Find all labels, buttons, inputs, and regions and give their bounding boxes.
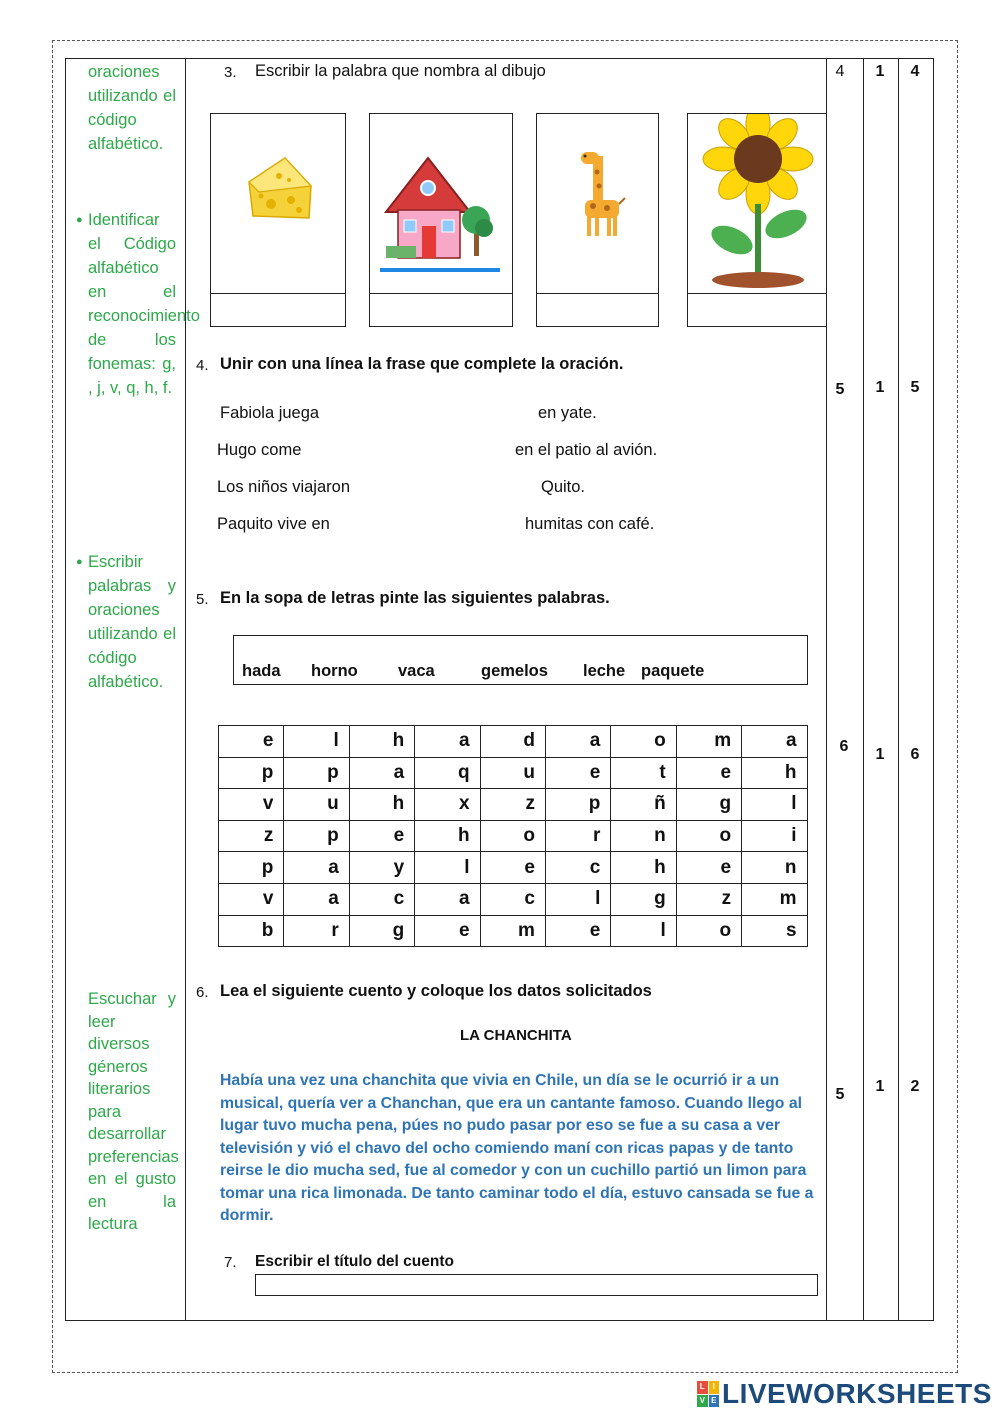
- grid-cell[interactable]: a: [545, 726, 610, 758]
- grid-cell[interactable]: v: [219, 789, 284, 821]
- grid-row: [219, 915, 808, 947]
- grid-cell[interactable]: p: [219, 757, 284, 789]
- objective-text-4: Escuchar y leer diversos géneros literarios para desarrollar preferencias en el gusto en la lectura: [88, 990, 179, 1233]
- grid-row: [219, 883, 808, 915]
- answer-field[interactable]: [370, 293, 512, 326]
- grid-cell[interactable]: n: [742, 852, 807, 884]
- question-3-text: Escribir la palabra que nombra al dibujo: [255, 62, 546, 80]
- grid-cell[interactable]: h: [349, 789, 414, 821]
- column-divider: [863, 58, 864, 1321]
- word-item: vaca: [398, 662, 435, 680]
- picture-card-giraffe: [536, 113, 659, 327]
- score-cell: 4: [835, 63, 845, 80]
- grid-cell[interactable]: s: [742, 915, 807, 947]
- logo-letter: V: [697, 1395, 708, 1408]
- word-list-box: [233, 635, 808, 685]
- objective-text-3: ● Escribir palabras y oraciones utilizando el código alfabético.: [88, 550, 176, 694]
- grid-cell[interactable]: a: [415, 883, 480, 915]
- sentence-start[interactable]: Paquito vive en: [217, 515, 330, 533]
- grid-cell[interactable]: o: [676, 915, 741, 947]
- grid-cell[interactable]: e: [676, 757, 741, 789]
- sentence-end[interactable]: en yate.: [538, 404, 597, 422]
- picture-card-house: [369, 113, 513, 327]
- grid-cell[interactable]: a: [284, 852, 349, 884]
- objective-text-2: ● Identificar el Código alfabético en el reconocimiento de los fonemas: g, , j, v, q, h, f.: [88, 208, 176, 400]
- sentence-end[interactable]: en el patio al avión.: [515, 441, 658, 459]
- question-number: 7.: [224, 1254, 237, 1271]
- question-number: 3.: [224, 64, 237, 81]
- score-cell: 5: [835, 1086, 845, 1103]
- answer-field[interactable]: [537, 293, 658, 326]
- question-number: 4.: [196, 357, 209, 374]
- grid-cell[interactable]: q: [415, 757, 480, 789]
- answer-field[interactable]: [688, 293, 826, 326]
- question-4-text: Unir con una línea la frase que complete la oración.: [220, 355, 624, 373]
- grid-cell[interactable]: l: [415, 852, 480, 884]
- word-item: hada: [242, 662, 281, 680]
- word-item: horno: [311, 662, 358, 680]
- grid-cell[interactable]: a: [415, 726, 480, 758]
- grid-row: [219, 789, 808, 821]
- answer-field[interactable]: [211, 293, 345, 326]
- grid-cell[interactable]: a: [349, 757, 414, 789]
- score-cell: 1: [875, 1078, 885, 1095]
- grid-cell[interactable]: c: [480, 883, 545, 915]
- question-7-text: Escribir el título del cuento: [255, 1253, 454, 1270]
- grid-cell[interactable]: m: [480, 915, 545, 947]
- grid-cell[interactable]: u: [480, 757, 545, 789]
- grid-cell[interactable]: e: [219, 726, 284, 758]
- grid-cell[interactable]: l: [742, 789, 807, 821]
- question-number: 5.: [196, 591, 209, 608]
- score-cell: 1: [875, 379, 885, 396]
- sentence-start[interactable]: Los niños viajaron: [217, 478, 350, 496]
- score-cell: 2: [910, 1078, 920, 1095]
- question-6-text: Lea el siguiente cuento y coloque los datos solicitados: [220, 982, 652, 1000]
- grid-cell[interactable]: h: [415, 820, 480, 852]
- grid-cell[interactable]: g: [349, 915, 414, 947]
- grid-cell[interactable]: p: [545, 789, 610, 821]
- grid-cell[interactable]: x: [415, 789, 480, 821]
- grid-cell[interactable]: e: [676, 852, 741, 884]
- grid-cell[interactable]: y: [349, 852, 414, 884]
- grid-row: [219, 820, 808, 852]
- word-item: gemelos: [481, 662, 548, 680]
- score-cell: 1: [875, 746, 885, 763]
- grid-cell[interactable]: o: [480, 820, 545, 852]
- logo-letter: L: [697, 1381, 708, 1394]
- score-cell: 6: [839, 738, 849, 755]
- grid-cell[interactable]: e: [480, 852, 545, 884]
- grid-cell[interactable]: v: [219, 883, 284, 915]
- story-title: LA CHANCHITA: [460, 1027, 572, 1044]
- grid-cell[interactable]: u: [284, 789, 349, 821]
- grid-row: [219, 726, 808, 758]
- grid-cell[interactable]: r: [284, 915, 349, 947]
- grid-cell[interactable]: b: [219, 915, 284, 947]
- picture-card-sunflower: [687, 113, 827, 327]
- column-divider: [898, 58, 899, 1321]
- grid-cell[interactable]: e: [349, 820, 414, 852]
- grid-cell[interactable]: p: [284, 757, 349, 789]
- grid-cell[interactable]: z: [676, 883, 741, 915]
- grid-cell[interactable]: t: [611, 757, 676, 789]
- grid-cell[interactable]: o: [611, 726, 676, 758]
- sentence-start[interactable]: Fabiola juega: [220, 404, 320, 422]
- grid-cell[interactable]: n: [611, 820, 676, 852]
- grid-cell[interactable]: e: [545, 757, 610, 789]
- grid-cell[interactable]: h: [611, 852, 676, 884]
- grid-cell[interactable]: i: [742, 820, 807, 852]
- word-search-grid: [218, 725, 808, 947]
- grid-cell[interactable]: a: [742, 726, 807, 758]
- liveworksheets-brand: [697, 1378, 992, 1410]
- grid-cell[interactable]: c: [349, 883, 414, 915]
- grid-cell[interactable]: d: [480, 726, 545, 758]
- bullet-icon: ●: [76, 214, 83, 226]
- grid-cell[interactable]: g: [676, 789, 741, 821]
- liveworksheets-logo: [697, 1381, 719, 1407]
- logo-letter: E: [709, 1395, 720, 1408]
- grid-cell[interactable]: g: [611, 883, 676, 915]
- grid-cell[interactable]: r: [545, 820, 610, 852]
- grid-cell[interactable]: c: [545, 852, 610, 884]
- sentence-end[interactable]: humitas con café.: [525, 515, 655, 533]
- brand-name: LIVEWORKSHEETS: [722, 1378, 992, 1409]
- grid-cell[interactable]: o: [676, 820, 741, 852]
- objective-text-1: oraciones utilizando el código alfabético.: [88, 63, 176, 153]
- cheese-icon: [245, 152, 317, 224]
- grid-cell[interactable]: m: [742, 883, 807, 915]
- question-5-text: En la sopa de letras pinte las siguientes palabras.: [220, 589, 610, 607]
- word-item: leche: [583, 662, 626, 680]
- score-cell: 4: [910, 63, 920, 80]
- grid-cell[interactable]: z: [480, 789, 545, 821]
- grid-cell[interactable]: p: [284, 820, 349, 852]
- grid-cell[interactable]: a: [284, 883, 349, 915]
- sentence-start[interactable]: Hugo come: [217, 441, 302, 459]
- story-title-input[interactable]: [255, 1274, 818, 1296]
- grid-cell[interactable]: m: [676, 726, 741, 758]
- story-text: Había una vez una chanchita que vivia en Chile, un día se le ocurrió ir a un musical, quería ver a Chanchan, que era un cantante famoso. Cuando llego al lugar tuvo mucha pena, púes no pudo pasar por eso se fue a su casa a ver televisión y vió el chavo del ocho comiendo maní con ricas papas y de tanto reirse le dio mucha sed, fue al comedor y con un cuchillo partió un limon para tomar una rica limonada. De tanto caminar todo el día, estuvo cansada se fue a dormir.: [220, 1072, 814, 1224]
- score-cell: 1: [875, 63, 885, 80]
- grid-row: [219, 757, 808, 789]
- logo-letter: I: [709, 1381, 720, 1394]
- grid-cell[interactable]: p: [219, 852, 284, 884]
- grid-cell[interactable]: h: [742, 757, 807, 789]
- grid-cell[interactable]: e: [545, 915, 610, 947]
- grid-cell[interactable]: e: [415, 915, 480, 947]
- bullet-icon: ●: [76, 556, 83, 568]
- house-icon: [376, 148, 506, 278]
- giraffe-icon: [563, 142, 633, 242]
- grid-cell[interactable]: z: [219, 820, 284, 852]
- word-item: paquete: [641, 662, 705, 680]
- sentence-end[interactable]: Quito.: [541, 478, 586, 496]
- column-divider: [185, 58, 186, 1321]
- score-cell: 6: [910, 746, 920, 763]
- grid-cell[interactable]: l: [545, 883, 610, 915]
- grid-cell[interactable]: ñ: [611, 789, 676, 821]
- score-cell: 5: [910, 379, 920, 396]
- grid-row: [219, 852, 808, 884]
- question-number: 6.: [196, 984, 209, 1001]
- grid-cell[interactable]: h: [349, 726, 414, 758]
- picture-card-cheese: [210, 113, 346, 327]
- grid-cell[interactable]: l: [611, 915, 676, 947]
- sunflower-icon: [694, 114, 820, 290]
- grid-cell[interactable]: l: [284, 726, 349, 758]
- score-cell: 5: [835, 381, 845, 398]
